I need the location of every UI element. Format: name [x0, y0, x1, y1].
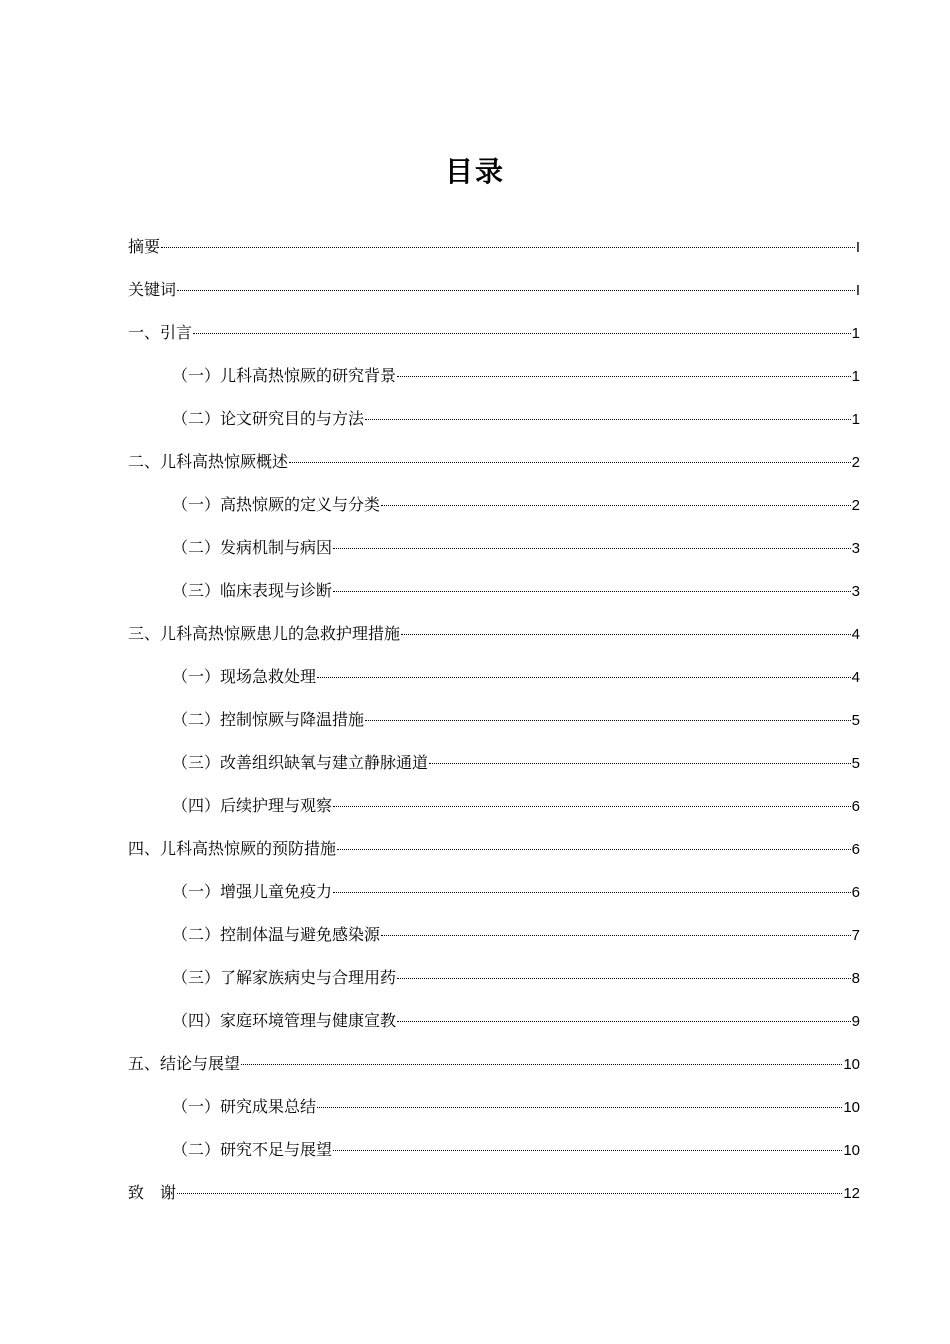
- toc-entry-page-number: 10: [843, 1099, 860, 1116]
- toc-entry[interactable]: [128, 397, 860, 440]
- toc-entry-label: （二）控制体温与避免感染源: [172, 925, 381, 944]
- toc-entry-page-number: 10: [843, 1142, 860, 1159]
- toc-entry-label: 四、儿科高热惊厥的预防措施: [128, 839, 337, 858]
- toc-entry[interactable]: [128, 311, 860, 354]
- toc-dot-leader: [397, 1021, 851, 1022]
- toc-entry-page-number: 1: [851, 325, 860, 342]
- toc-entry-page-number: 12: [843, 1185, 860, 1202]
- toc-entry-page-number: 2: [851, 497, 860, 514]
- toc-entry-page-number: 5: [851, 712, 860, 729]
- toc-entry-label: （二）发病机制与病因: [172, 538, 333, 557]
- toc-dot-leader: [241, 1064, 842, 1065]
- toc-entry-label: 二、儿科高热惊厥概述: [128, 452, 289, 471]
- toc-entry[interactable]: [128, 741, 860, 784]
- toc-entry[interactable]: [128, 913, 860, 956]
- toc-entry[interactable]: [128, 1128, 860, 1171]
- toc-entry[interactable]: [128, 569, 860, 612]
- toc-entry-label: （二）研究不足与展望: [172, 1140, 333, 1159]
- toc-dot-leader: [333, 591, 851, 592]
- toc-entry-page-number: 6: [851, 884, 860, 901]
- toc-entry-page-number: 6: [851, 841, 860, 858]
- toc-dot-leader: [365, 720, 851, 721]
- toc-dot-leader: [333, 892, 851, 893]
- toc-list: [128, 225, 860, 1214]
- toc-dot-leader: [161, 247, 855, 248]
- toc-entry[interactable]: [128, 612, 860, 655]
- toc-entry-label: 摘要: [128, 237, 161, 256]
- toc-dot-leader: [193, 333, 851, 334]
- toc-dot-leader: [177, 290, 855, 291]
- toc-dot-leader: [317, 677, 851, 678]
- toc-dot-leader: [337, 849, 851, 850]
- toc-entry[interactable]: [128, 1085, 860, 1128]
- toc-dot-leader: [401, 634, 851, 635]
- toc-dot-leader: [429, 763, 851, 764]
- toc-entry-label: （一）儿科高热惊厥的研究背景: [172, 366, 397, 385]
- toc-dot-leader: [333, 806, 851, 807]
- toc-entry[interactable]: [128, 784, 860, 827]
- toc-entry-page-number: 9: [851, 1013, 860, 1030]
- toc-entry-label: （二）论文研究目的与方法: [172, 409, 365, 428]
- toc-entry-label: （三）临床表现与诊断: [172, 581, 333, 600]
- toc-entry-page-number: 2: [851, 454, 860, 471]
- toc-entry-page-number: 6: [851, 798, 860, 815]
- toc-entry-page-number: 4: [851, 669, 860, 686]
- toc-entry-page-number: 5: [851, 755, 860, 772]
- toc-entry-page-number: I: [855, 282, 860, 299]
- toc-entry-page-number: 3: [851, 540, 860, 557]
- toc-dot-leader: [289, 462, 851, 463]
- toc-entry-page-number: 3: [851, 583, 860, 600]
- toc-entry-label: 关键词: [128, 280, 177, 299]
- toc-entry[interactable]: [128, 354, 860, 397]
- toc-entry-page-number: 1: [851, 411, 860, 428]
- toc-dot-leader: [333, 1150, 842, 1151]
- toc-entry-label: （一）高热惊厥的定义与分类: [172, 495, 381, 514]
- toc-entry-label: （一）研究成果总结: [172, 1097, 317, 1116]
- toc-entry-label: 致 谢: [128, 1183, 177, 1202]
- toc-entry-label: （一）现场急救处理: [172, 667, 317, 686]
- toc-entry-label: （三）了解家族病史与合理用药: [172, 968, 397, 987]
- toc-dot-leader: [381, 505, 851, 506]
- toc-entry-label: 三、儿科高热惊厥患儿的急救护理措施: [128, 624, 401, 643]
- toc-dot-leader: [333, 548, 851, 549]
- toc-entry[interactable]: [128, 655, 860, 698]
- toc-entry-label: （四）后续护理与观察: [172, 796, 333, 815]
- toc-entry[interactable]: [128, 1042, 860, 1085]
- toc-entry-page-number: 1: [851, 368, 860, 385]
- toc-entry[interactable]: [128, 1171, 860, 1214]
- toc-entry-label: （三）改善组织缺氧与建立静脉通道: [172, 753, 429, 772]
- toc-dot-leader: [397, 978, 851, 979]
- toc-entry-label: （一）增强儿童免疫力: [172, 882, 333, 901]
- toc-dot-leader: [397, 376, 851, 377]
- toc-entry[interactable]: [128, 999, 860, 1042]
- toc-dot-leader: [365, 419, 851, 420]
- toc-entry[interactable]: [128, 870, 860, 913]
- toc-entry[interactable]: [128, 268, 860, 311]
- toc-entry-label: （四）家庭环境管理与健康宣教: [172, 1011, 397, 1030]
- toc-entry-page-number: 4: [851, 626, 860, 643]
- toc-entry[interactable]: [128, 483, 860, 526]
- toc-entry-page-number: 7: [851, 927, 860, 944]
- toc-entry[interactable]: [128, 526, 860, 569]
- toc-dot-leader: [381, 935, 851, 936]
- toc-entry[interactable]: [128, 827, 860, 870]
- toc-entry-label: 一、引言: [128, 323, 193, 342]
- toc-entry[interactable]: [128, 698, 860, 741]
- toc-entry[interactable]: [128, 956, 860, 999]
- toc-title: 目录: [444, 155, 505, 188]
- toc-dot-leader: [177, 1193, 842, 1194]
- toc-entry-page-number: I: [855, 239, 860, 256]
- toc-entry-page-number: 10: [843, 1056, 860, 1073]
- toc-entry-label: （二）控制惊厥与降温措施: [172, 710, 365, 729]
- toc-entry-label: 五、结论与展望: [128, 1054, 241, 1073]
- toc-entry[interactable]: [128, 440, 860, 483]
- toc-entry[interactable]: [128, 225, 860, 268]
- toc-dot-leader: [317, 1107, 842, 1108]
- toc-entry-page-number: 8: [851, 970, 860, 987]
